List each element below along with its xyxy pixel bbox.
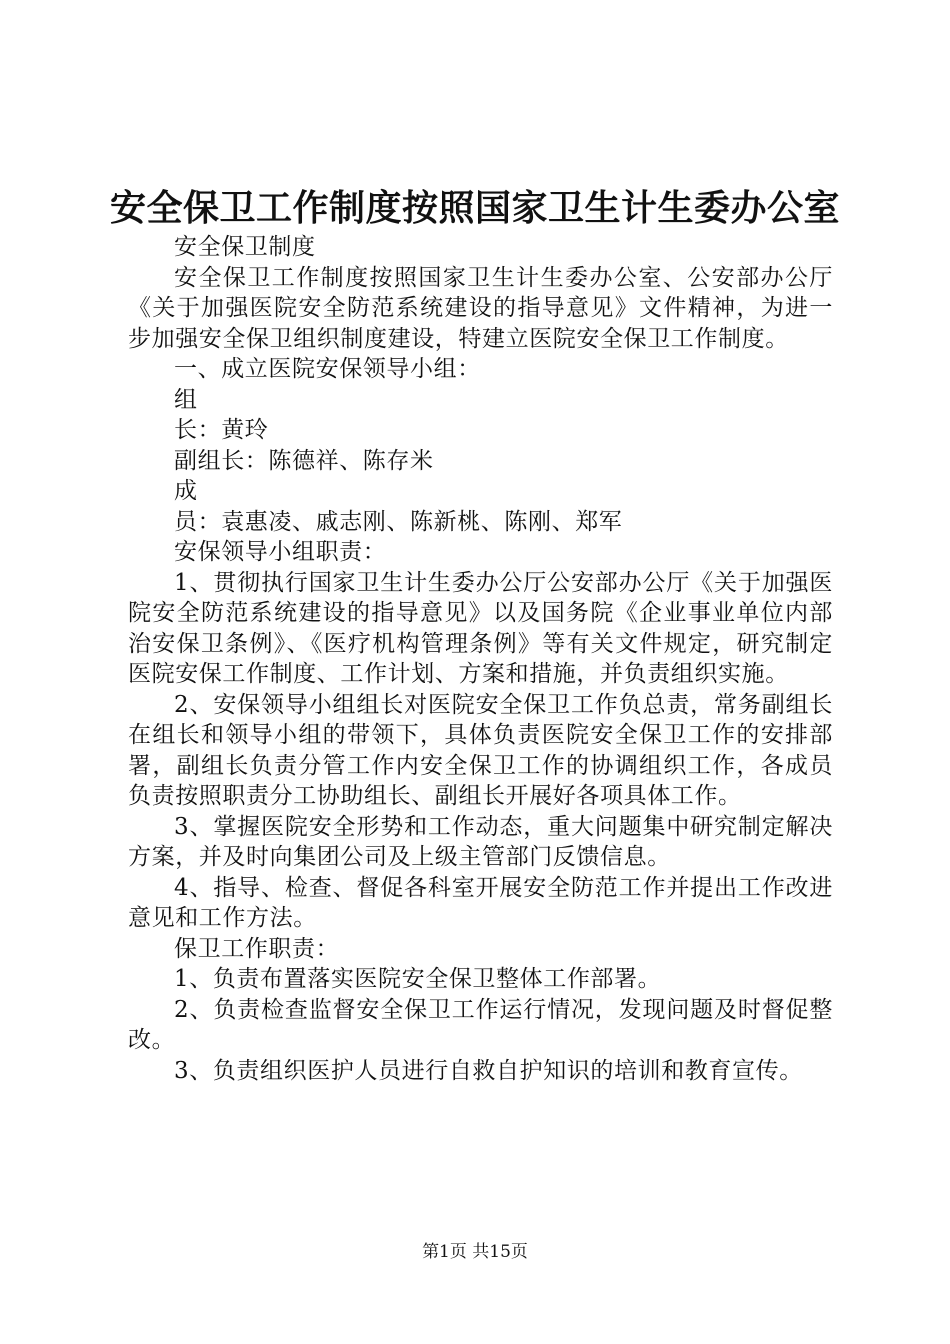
paragraph: 成 — [174, 478, 198, 504]
page-footer: 第1页 共15页 — [422, 1242, 528, 1262]
paragraph: 3、掌握医院安全形势和工作动态，重大问题集中研究制定解决方案，并及时向集团公司及上级主管部门反馈信息。 — [128, 813, 833, 870]
paragraph: 2、安保领导小组组长对医院安全保卫工作负总责，常务副组长在组长和领导小组的带领下，具体负责医院安全保卫工作的安排部署，副组长负责分管工作内安全保卫工作的协调组织工作，各成员负责按照职责分工协助组长、副组长开展好各项具体工作。 — [128, 691, 833, 809]
section-heading: 安保领导小组职责： — [174, 539, 387, 565]
document-title: 安全保卫工作制度按照国家卫生计生委办公室 — [109, 187, 840, 229]
section-heading: 保卫工作职责： — [174, 935, 340, 962]
paragraph: 4、指导、检查、督促各科室开展安全防范工作并提出工作改进意见和工作方法。 — [128, 874, 833, 931]
paragraph: 安全保卫制度 — [174, 234, 316, 260]
paragraph: 1、贯彻执行国家卫生计生委办公厅公安部办公厅《关于加强医院安全防范系统建设的指导意见》以及国务院《企业事业单位内部治安保卫条例》、《医疗机构管理条例》等有关文件规定，研究制定医院安保工作制度、工作计划、方案和措施，并负责组织实施。 — [128, 569, 833, 687]
paragraph: 3、负责组织医护人员进行自救自护知识的培训和教育宣传。 — [174, 1057, 803, 1084]
paragraph: 副组长：陈德祥、陈存米 — [174, 447, 434, 474]
document-body — [128, 232, 833, 1086]
paragraph: 1、负责布置落实医院安全保卫整体工作部署。 — [174, 966, 662, 992]
paragraph: 组 — [174, 386, 198, 413]
section-heading: 一、成立医院安保领导小组： — [174, 356, 481, 382]
paragraph: 2、负责检查监督安全保卫工作运行情况，发现问题及时督促整改。 — [128, 996, 833, 1053]
paragraph: 员：袁惠凌、戚志刚、陈新桃、陈刚、郑军 — [174, 508, 623, 535]
paragraph: 安全保卫工作制度按照国家卫生计生委办公室、公安部办公厅《关于加强医院安全防范系统建设的指导意见》文件精神，为进一步加强安全保卫组织制度建设，特建立医院安全保卫工作制度。 — [128, 264, 833, 352]
paragraph: 长：黄玲 — [174, 417, 269, 443]
